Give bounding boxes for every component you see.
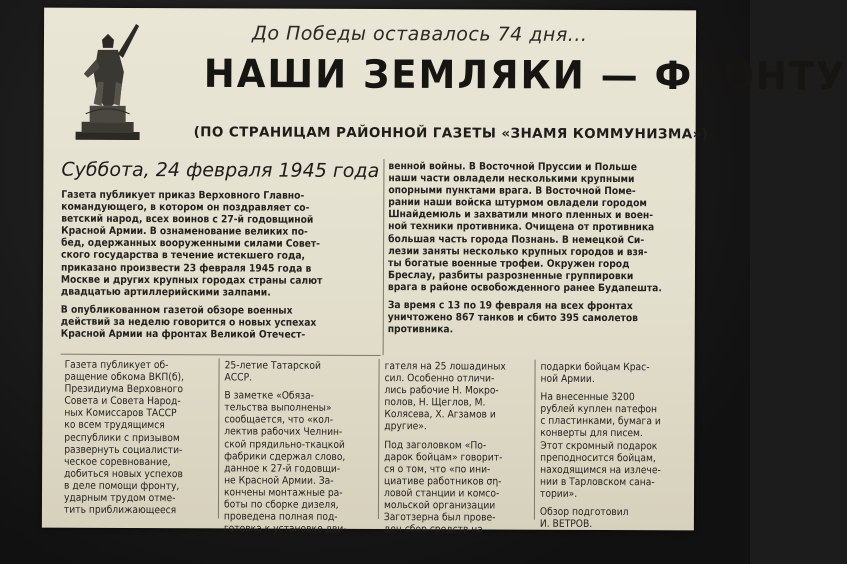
text-line: преподносится бойцам, [540, 452, 656, 464]
text-line: лезии заняты несколько крупных городов и взя- [388, 245, 648, 258]
section-divider [61, 354, 381, 356]
text-line: врага в районе освобожденного ранее Будапешта. [387, 282, 662, 295]
text-line: проведена полная под- [223, 511, 338, 523]
column-divider [383, 159, 385, 355]
text-line: дарок бойцам» говорит- [384, 451, 503, 464]
text-line: действий за неделю говорится о новых успехах [60, 316, 317, 329]
text-line: подарки бойцам Крас- [540, 361, 650, 374]
text-line: наши части овладели несколькими крупными [388, 173, 635, 186]
text-line: циативе работников ση- [384, 475, 502, 488]
text-line: Красной Армии. В ознаменование великих по- [61, 225, 308, 239]
article-subheading: (ПО СТРАНИЦАМ РАЙОННОЙ ГАЗЕТЫ «ЗНАМЯ КОММУНИЗМА») [193, 124, 709, 143]
bottom-column-2 [224, 360, 373, 536]
text-line: добиться новых успехов [64, 468, 183, 481]
text-line: командующего, в котором он поздравляет со- [61, 201, 310, 214]
text-line: В опубликованном газетой обзоре военных [60, 304, 293, 317]
text-line: противника. [387, 324, 454, 336]
article-headline: НАШИ ЗЕМЛЯКИ — ФРОНТУ [203, 51, 847, 100]
text-line: другие». [384, 421, 427, 433]
text-line: Газета публикует об- [64, 359, 169, 372]
text-line: ных Комиссаров ТАССР [64, 408, 177, 420]
text-line: Президиума Верховного [64, 383, 184, 396]
text-line: готовка к установке дви- [223, 523, 347, 536]
soldier-monument-icon [68, 16, 149, 148]
bottom-column-1 [64, 360, 213, 518]
text-line: АССР. [224, 372, 253, 384]
text-line: сообщается, что «кол- [224, 414, 334, 427]
text-line: Заготзерна был прове- [383, 512, 496, 524]
issue-date: Суббота, 24 февраля 1945 года [61, 158, 380, 183]
text-line: В заметке «Обяза- [224, 390, 314, 402]
text-line: Обзор подготовил [539, 506, 629, 519]
text-line: ращение обкома ВКП(б), [64, 371, 185, 384]
text-line: развернуть социалисти- [64, 444, 183, 456]
column-divider [218, 358, 220, 518]
text-line: лектив рабочих Челнин- [224, 426, 343, 439]
text-line: полов, Н. Щеглов, М. [384, 397, 486, 409]
text-line: тельства выполнены» [224, 402, 332, 415]
text-line: находящимся на излече- [540, 464, 661, 477]
text-line: рании наши войска штурмом овладели городом [388, 197, 647, 210]
bottom-column-4 [540, 362, 689, 532]
text-line: ной Армии. [540, 373, 595, 386]
right-top-column [388, 161, 689, 338]
text-line: ты богатые военные трофеи. Окружен город [388, 257, 630, 270]
text-line: ся о том, что «по ини- [384, 463, 491, 476]
text-line: Газета публикует приказ Верховного Главно- [61, 189, 305, 202]
text-line: Колясева, Х. Агзамов и [384, 409, 496, 421]
column-divider [534, 360, 536, 520]
text-line: нии в Тарловском сана- [540, 476, 655, 489]
text-line: боты по сборке дизеля, [223, 499, 339, 511]
text-line: бед, одержанных вооруженными силами Совет- [61, 238, 321, 251]
text-line: ческое соревнование, [64, 456, 171, 468]
text-line: приказано произвести 23 февраля 1945 года в [60, 262, 312, 275]
text-line: ударным трудом отме- [63, 492, 176, 505]
text-line: гателя на 25 лошадиных [384, 361, 506, 373]
text-line: фабрики сдержал слово, [224, 451, 346, 463]
text-line: И. ВЕТРОВ. [539, 518, 593, 531]
text-line: лись рабочие Н. Мокро- [384, 385, 499, 397]
text-line: республики с призывом [64, 432, 180, 444]
text-line: уничтожено 867 танков и сбито 395 самолетов [387, 312, 638, 325]
text-line: данное к 27-й годовщи- [224, 463, 341, 475]
text-line: сил. Особенно отличи- [384, 373, 495, 385]
column-divider [378, 359, 380, 519]
text-line: Совета и Совета Народ- [64, 395, 181, 408]
text-line: большая часть города Познань. В немецкой Си- [388, 233, 645, 246]
text-line: двадцатью артиллерийскими залпами. [60, 286, 271, 299]
text-line: опорными пунктами врага. В Восточной Поме- [388, 185, 636, 198]
text-line: ского государства в течение истекшего года, [61, 250, 306, 263]
text-line: ной техники противника. Очищена от противника [388, 221, 655, 234]
newspaper-clipping [42, 8, 847, 536]
bottom-column-3 [384, 361, 531, 537]
text-line: Под заголовком «По- [384, 439, 487, 452]
lead-column [61, 190, 378, 343]
text-line: Этот скромный подарок [540, 440, 658, 452]
text-line: ден сбор средств на [383, 524, 483, 536]
text-line: тить приближающееся [63, 504, 177, 517]
text-line: 25-летие Татарской [224, 360, 322, 372]
text-line: Шнайдемюль и захватили много пленных и воен- [388, 209, 654, 222]
text-line: ко всем трудящимся [64, 420, 165, 432]
text-line: рублей куплен патефон [540, 404, 658, 416]
text-line: мольской организации [383, 500, 496, 512]
text-line: ской прядильно-ткацкой [224, 438, 345, 451]
text-line: За время с 13 по 19 февраля на всех фронтах [387, 300, 633, 313]
text-line: ветский народ, всех воинов с 27-й годовщиной [61, 213, 314, 226]
text-line: не Красной Армии. За- [224, 475, 334, 487]
text-line: Москве и других крупных городах страны салют [60, 274, 323, 287]
countdown-caption: До Победы оставалось 74 дня... [251, 22, 588, 46]
text-line: конверты для писем. [540, 428, 643, 440]
text-line: Красной Армии на фронтах Великой Отечест- [60, 328, 306, 341]
text-line: кончены монтажные ра- [223, 487, 343, 499]
text-line: Бреслау, разбиты разрозненные группировки [387, 269, 634, 282]
text-line: На внесенные 3200 [540, 391, 635, 404]
text-line: венной войны. В Восточной Пруссии и Польше [388, 161, 638, 174]
text-line: ловой станции и комсо- [383, 488, 500, 500]
text-line: с пластинками, бумага и [540, 416, 661, 428]
text-line: тории». [539, 488, 578, 500]
text-line: в деле помощи фронту, [64, 480, 180, 493]
